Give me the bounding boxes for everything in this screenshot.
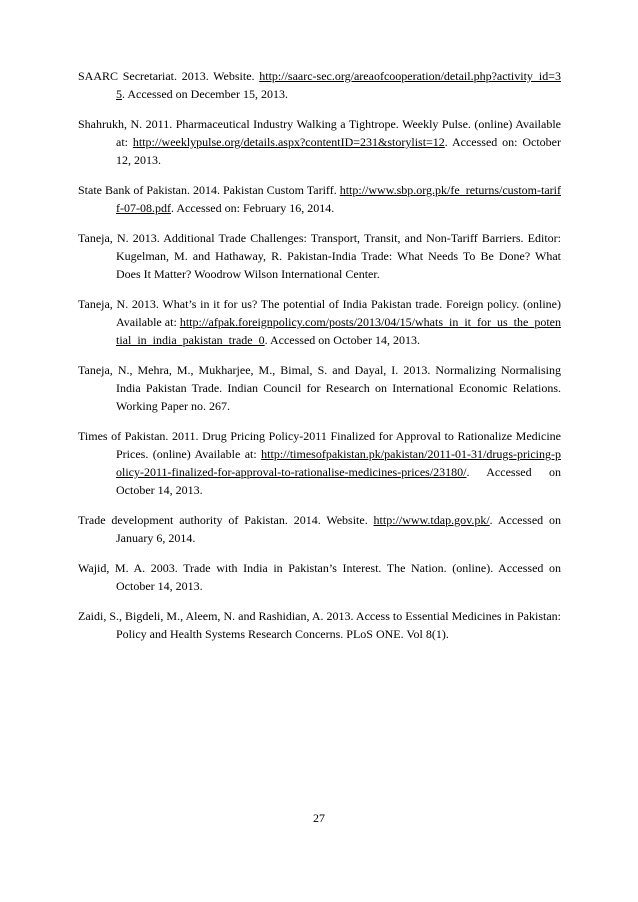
reference-state-bank [78, 181, 561, 217]
reference-link[interactable]: http://saarc-sec.org/areaofcooperation/detail.php?activity_id=35 [116, 69, 561, 101]
reference-link[interactable]: http://weeklypulse.org/details.aspx?contentID=231&storylist=12 [132, 135, 445, 149]
reference-text: Trade development authority of Pakistan. 2014. Website. [78, 513, 374, 527]
reference-link[interactable]: http://timesofpakistan.pk/pakistan/2011-01-31/drugs-pricing-policy-2011-finalized-for-approval-to-rationalise-medicines-prices/23180/ [116, 447, 561, 479]
reference-tdap [78, 511, 561, 547]
reference-zaidi [78, 607, 561, 643]
reference-saarc [78, 67, 561, 103]
reference-text: Times of Pakistan. 2011. Drug Pricing Policy-2011 Finalized for Approval to Rationalize Medicine Prices. (online) Available at: [78, 429, 561, 461]
reference-accessed: . Accessed on: October 12, 2013. [116, 135, 561, 167]
reference-text: State Bank of Pakistan. 2014. Pakistan Custom Tariff. [78, 183, 340, 197]
reference-list [78, 67, 561, 655]
reference-link[interactable]: http://afpak.foreignpolicy.com/posts/2013/04/15/whats_in_it_for_us_the_potential_in_india_pakistan_trade_0 [116, 315, 561, 347]
reference-text: Taneja, N., Mehra, M., Mukharjee, M., Bimal, S. and Dayal, I. 2013. Normalizing Normalising India Pakistan Trade. Indian Council for Research on International Economic Relations. Working Paper no. 267. [78, 363, 561, 413]
reference-taneja-foreign-policy [78, 295, 561, 349]
reference-accessed: . Accessed on October 14, 2013. [116, 465, 561, 497]
reference-taneja-transit [78, 229, 561, 283]
reference-times-of-pakistan [78, 427, 561, 499]
reference-text: Shahrukh, N. 2011. Pharmaceutical Industry Walking a Tightrope. Weekly Pulse. (online) Available at: [78, 117, 561, 149]
reference-accessed: . Accessed on: February 16, 2014. [170, 201, 335, 215]
reference-link[interactable]: http://www.tdap.gov.pk/ [373, 513, 490, 527]
reference-shahrukh [78, 115, 561, 169]
reference-accessed: . Accessed on December 15, 2013. [122, 87, 288, 101]
reference-text: Zaidi, S., Bigdeli, M., Aleem, N. and Rashidian, A. 2013. Access to Essential Medicines in Pakistan: Policy and Health Systems Research Concerns. PLoS ONE. Vol 8(1). [78, 609, 561, 641]
reference-accessed: . Accessed on October 14, 2013. [264, 333, 420, 347]
reference-wajid [78, 559, 561, 595]
reference-text: SAARC Secretariat. 2013. Website. [78, 69, 260, 83]
reference-text: Taneja, N. 2013. Additional Trade Challenges: Transport, Transit, and Non-Tariff Barriers. Editor: Kugelman, M. and Hathaway, R. Pakistan-India Trade: What Needs To Be Done? What Does It Matter? Woodrow Wilson International Center. [78, 231, 561, 281]
reference-link[interactable]: http://www.sbp.org.pk/fe_returns/custom-tariff-07-08.pdf [116, 183, 561, 215]
reference-text: Wajid, M. A. 2003. Trade with India in Pakistan’s Interest. The Nation. (online). Accessed on October 14, 2013. [78, 561, 561, 593]
reference-text: Taneja, N. 2013. What’s in it for us? The potential of India Pakistan trade. Foreign policy. (online) Available at: [78, 297, 561, 329]
reference-accessed: . Accessed on January 6, 2014. [116, 513, 561, 545]
page-number: 27 [313, 811, 325, 825]
reference-taneja-normalizing [78, 361, 561, 415]
